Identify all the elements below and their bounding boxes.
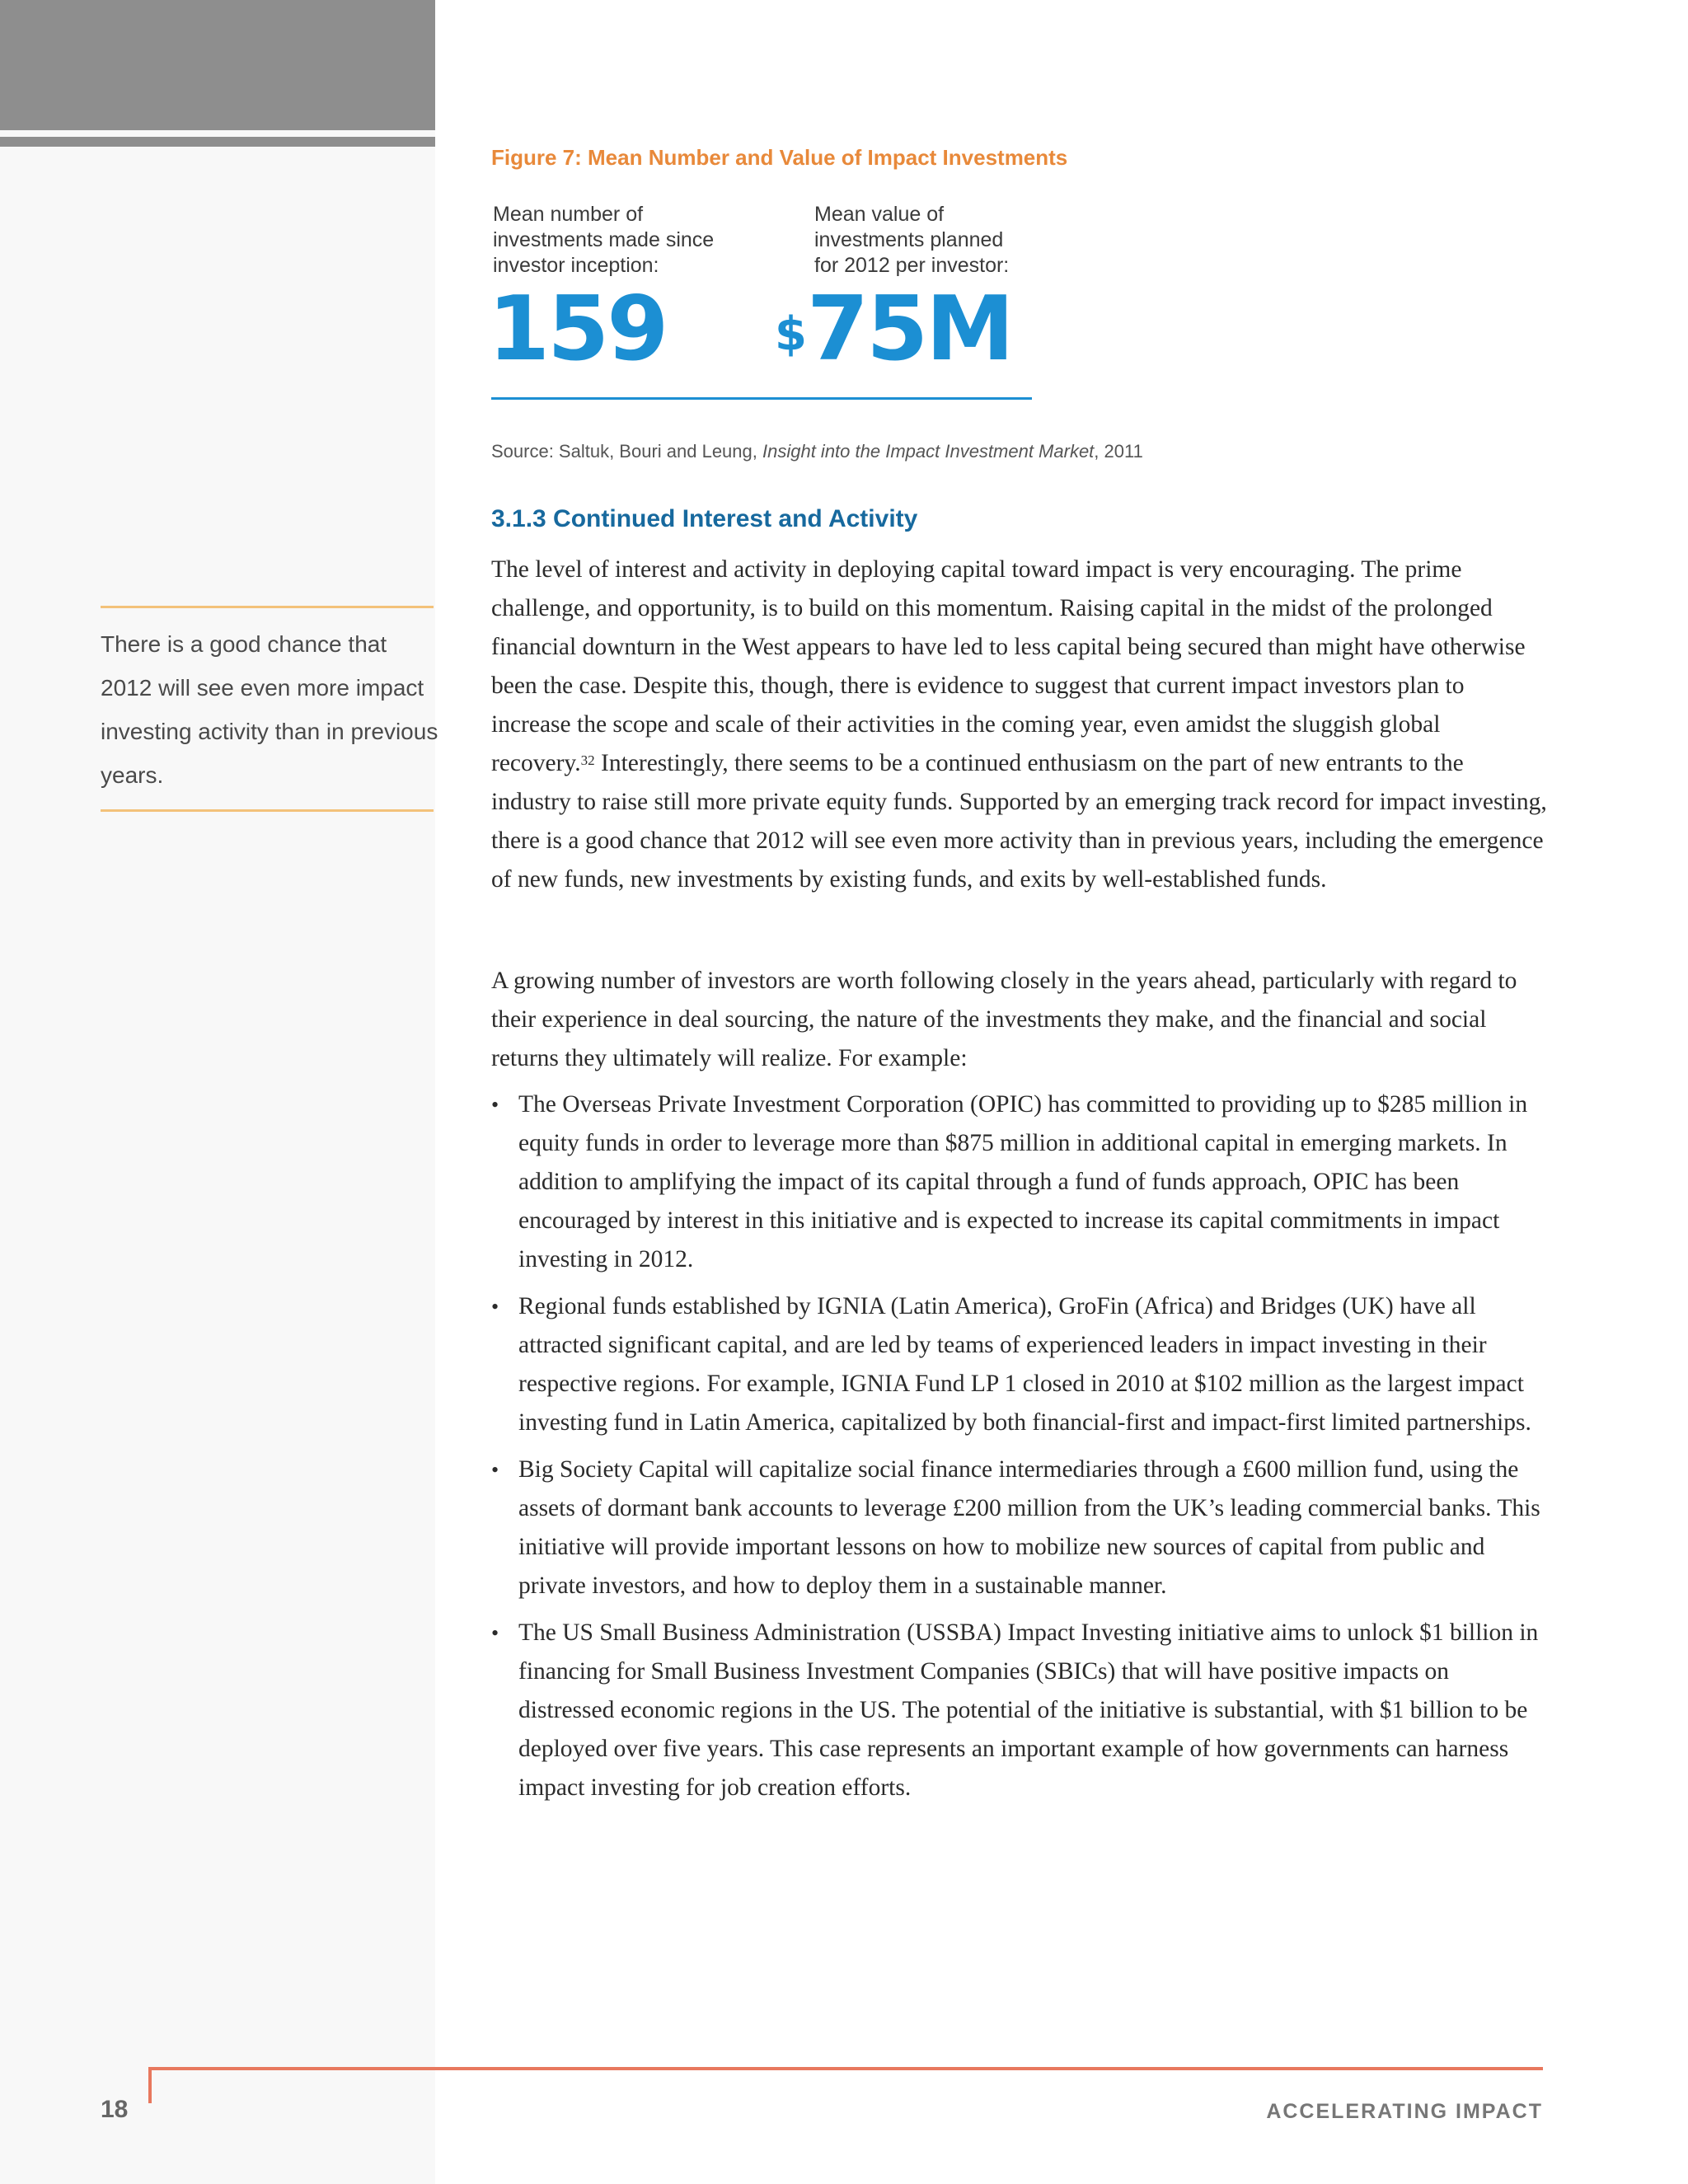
bullet-glyph: • — [491, 1621, 499, 1645]
bullet-glyph: • — [491, 1458, 499, 1482]
stat-value-label: Mean value of investments planned for 2012 per investor: — [814, 203, 1010, 277]
footnote-ref: 32 — [580, 752, 595, 768]
bullet-glyph: • — [491, 1295, 499, 1319]
header-rule — [0, 137, 435, 147]
bullet-list — [491, 1085, 1548, 1816]
figure-title: Figure 7: Mean Number and Value of Impact Investments — [491, 145, 1068, 170]
source-title: Insight into the Impact Investment Market — [762, 441, 1095, 462]
source-prefix: Source: Saltuk, Bouri and Leung, — [491, 441, 762, 462]
paragraph-1-part-a: The level of interest and activity in deploying capital toward impact is very encouraging. The prime challenge, and opportunity, is to build on this momentum. Raising capital in the midst of the prolonged financial downturn in the West appears to have led to less capital being secured than might have otherwise been the case. Despite this, though, there is evidence to suggest that current impact investors plan to increase the scope and scale of their activities in the coming year, even amidst the sluggish global recovery. — [491, 556, 1526, 776]
list-item — [491, 1614, 1548, 1807]
list-item — [491, 1451, 1548, 1605]
stat-value-number: 75M — [806, 278, 1012, 381]
footer-rule — [148, 2067, 1543, 2070]
list-item-text: Regional funds established by IGNIA (Latin America), GroFin (Africa) and Bridges (UK) have all attracted significant capital, and are led by teams of experienced leaders in impact investing in their respective regions. For example, IGNIA Fund LP 1 closed in 2010 at $102 million as the largest impact investing fund in Latin America, capitalized by both financial-first and impact-first limited partnerships. — [518, 1293, 1531, 1436]
figure-rule — [491, 397, 1032, 400]
pull-quote-bottom-rule — [101, 809, 434, 812]
page-number: 18 — [101, 2096, 129, 2123]
margin-column — [0, 0, 435, 2184]
bullet-glyph: • — [491, 1093, 499, 1117]
pull-quote: There is a good chance that 2012 will see even more impact investing activity than in previous years. — [101, 631, 438, 788]
list-item — [491, 1085, 1548, 1279]
stat-number-label: Mean number of investments made since investor inception: — [493, 203, 715, 277]
list-item-text: The Overseas Private Investment Corporation (OPIC) has committed to providing up to $285 million in equity funds in order to leverage more than $875 million in additional capital in emerging markets. In addition to amplifying the impact of its capital through a fund of funds approach, OPIC has been encouraged by interest in this initiative and is expected to increase its capital commitments in impact investing in 2012. — [518, 1091, 1528, 1272]
paragraph-2: A growing number of investors are worth following closely in the years ahead, particularly with regard to their experience in deal sourcing, the nature of the investments they make, and the financial and social returns they ultimately will realize. For example: — [491, 968, 1517, 1071]
list-item-text: Big Society Capital will capitalize social finance intermediaries through a £600 million fund, using the assets of dormant bank accounts to leverage £200 million from the UK’s leading commercial banks. This initiative will provide important lessons on how to mobilize new sources of capital from public and private investors, and how to deploy them in a sustainable manner. — [518, 1456, 1540, 1599]
stat-value-amount — [775, 280, 1012, 379]
running-title: ACCELERATING IMPACT — [1266, 2100, 1543, 2123]
stat-number-value: 159 — [488, 278, 667, 381]
list-item — [491, 1287, 1548, 1442]
pull-quote-top-rule — [101, 606, 434, 608]
header-block — [0, 0, 435, 130]
section-heading: 3.1.3 Continued Interest and Activity — [491, 505, 918, 532]
paragraph-1-part-b: Interestingly, there seems to be a continued enthusiasm on the part of new entrants to the industry to raise still more private equity funds. Supported by an emerging track record for impact investing, there is a good chance that 2012 will see even more activity than in previous years, including the emergence of new funds, new investments by existing funds, and exits by well-established funds. — [491, 750, 1547, 893]
paragraph-1 — [491, 551, 1548, 899]
source-suffix: , 2011 — [1094, 441, 1143, 462]
figure-source — [491, 441, 1143, 462]
currency-symbol: $ — [775, 307, 807, 361]
list-item-text: The US Small Business Administration (USSBA) Impact Investing initiative aims to unlock $1 billion in financing for Small Business Investment Companies (SBICs) that will have positive impacts on distressed economic regions in the US. The potential of the initiative is substantial, with $1 billion to be deployed over five years. This case represents an important example of how governments can harness impact investing for job creation efforts. — [518, 1619, 1539, 1801]
footer-rule-vertical — [148, 2067, 152, 2103]
